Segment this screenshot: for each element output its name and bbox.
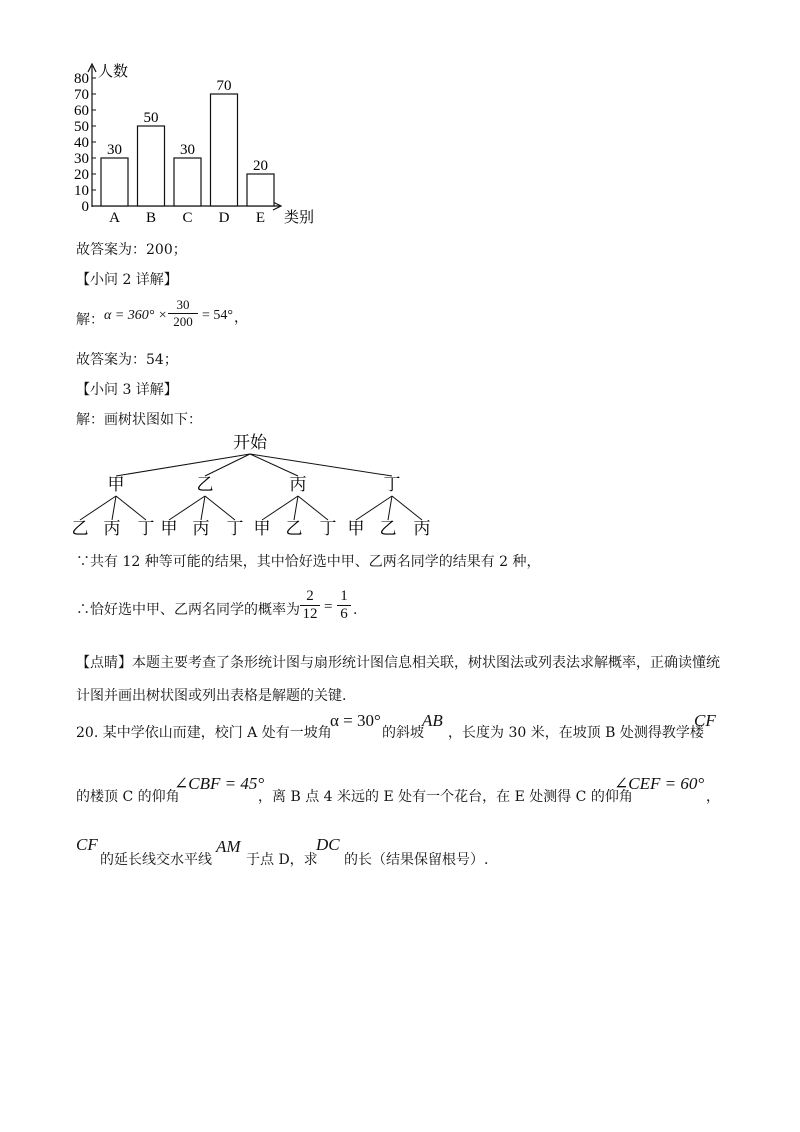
y-tick-label: 30 — [74, 151, 89, 167]
bar-chart — [0, 0, 800, 230]
tree-level1-node: 甲 — [107, 475, 125, 494]
tree-leaf-node: 甲 — [253, 519, 271, 538]
p20-cef: ∠CEF = 60° — [614, 774, 705, 793]
tree-leaf-node: 乙 — [285, 519, 303, 538]
answer-line-2: 故答案为：54； — [76, 352, 178, 368]
bar-value-label: 30 — [180, 142, 195, 158]
tree-branch — [205, 496, 235, 520]
bar — [101, 158, 128, 206]
y-tick-label: 0 — [81, 199, 89, 215]
prob-f1-den: 12 — [300, 605, 320, 623]
tree-leaf-node: 乙 — [379, 519, 397, 538]
tree-branch — [250, 454, 392, 476]
q2-formula-right: = 54° — [202, 308, 233, 323]
bar-value-label: 70 — [216, 78, 232, 94]
prob-f1-num: 2 — [306, 588, 314, 604]
p20-text-c: ，长度为 30 米，在坡顶 B 处测得教学楼 — [448, 725, 704, 741]
tree-branch — [262, 496, 298, 520]
q2-formula-left: α = 360° × — [104, 308, 168, 323]
x-tick-label: C — [182, 210, 193, 226]
x-tick-label: E — [255, 210, 266, 226]
bar — [211, 94, 238, 206]
tree-branch — [388, 496, 392, 520]
tree-leaf-node: 乙 — [71, 519, 89, 538]
comment-line-1: 【点睛】本题主要考查了条形统计图与扇形统计图信息相关联，树状图法或列表法求解概率，正确读懂统 — [76, 655, 720, 671]
tree-leaf-node: 丙 — [192, 519, 210, 538]
prob-prefix: ∴恰好选中甲、乙两名同学的概率为 — [76, 602, 300, 618]
tree-root: 开始 — [233, 433, 267, 452]
count-line: ∵共有 12 种等可能的结果，其中恰好选中甲、乙两名同学的结果有 2 种， — [76, 554, 541, 570]
tree-level1-node: 乙 — [196, 475, 214, 494]
p20-text-a: 20. 某中学依山而建，校门 A 处有一坡角 — [76, 725, 332, 741]
tree-level1-node: 丁 — [383, 475, 401, 494]
q3-header: 【小问 3 详解】 — [76, 382, 178, 398]
p20-dc: DC — [316, 835, 340, 854]
y-tick-label: 70 — [74, 87, 89, 103]
tree-branch — [116, 454, 250, 476]
p20-text-d: 的楼顶 C 的仰角 — [76, 789, 180, 805]
tree-branch — [392, 496, 422, 520]
bar — [174, 158, 201, 206]
tree-branch — [201, 496, 205, 520]
q2-frac-den: 200 — [168, 313, 198, 330]
p20-text-f: ， — [706, 789, 720, 805]
tree-leaf-node: 丁 — [319, 519, 337, 538]
p20-text-i: 的长（结果保留根号）. — [344, 852, 489, 868]
tree-leaf-node: 丁 — [226, 519, 244, 538]
tree-branch — [294, 496, 298, 520]
tree-leaf-node: 丙 — [413, 519, 431, 538]
y-tick-label: 60 — [74, 103, 89, 119]
x-tick-label: B — [145, 210, 157, 226]
prob-f2-den: 6 — [337, 605, 351, 623]
tree-branch — [112, 496, 116, 520]
tree-leaf-node: 丁 — [137, 519, 155, 538]
q2-comma: ， — [234, 310, 248, 326]
prob-fraction-1 — [300, 588, 320, 623]
prob-eq: = — [324, 599, 333, 615]
y-axis-label: 人数 — [98, 64, 129, 80]
q2-header: 【小问 2 详解】 — [76, 272, 178, 288]
prob-fraction-2 — [337, 588, 351, 623]
tree-diagram — [0, 430, 800, 550]
bar-value-label: 20 — [253, 158, 268, 174]
tree-leaf-node: 丙 — [103, 519, 121, 538]
tree-level1-node: 丙 — [289, 475, 307, 494]
tree-branch — [356, 496, 392, 520]
p20-cf-2: CF — [76, 835, 98, 854]
x-axis-label: 类别 — [284, 210, 315, 226]
y-tick-label: 40 — [74, 135, 89, 151]
p20-am: AM — [216, 837, 241, 856]
p20-ab: AB — [422, 711, 443, 730]
bar — [247, 174, 274, 206]
bar — [138, 126, 165, 206]
p20-text-h: 于点 D，求 — [246, 852, 318, 868]
prob-end: . — [353, 602, 358, 618]
p20-text-b: 的斜坡 — [382, 725, 424, 741]
q3-intro: 解：画树状图如下： — [76, 412, 202, 428]
tree-branch — [116, 496, 146, 520]
p20-cf-1: CF — [694, 711, 716, 730]
y-tick-label: 20 — [74, 167, 89, 183]
tree-branch — [80, 496, 116, 520]
q2-fraction — [168, 297, 198, 330]
p20-cbf: ∠CBF = 45° — [174, 774, 265, 793]
tree-branch — [298, 496, 328, 520]
answer-line-1: 故答案为：200； — [76, 242, 187, 258]
p20-alpha: α = 30° — [330, 711, 381, 730]
p20-text-g: 的延长线交水平线 — [100, 852, 212, 868]
p20-text-e: ，离 B 点 4 米远的 E 处有一个花台，在 E 处测得 C 的仰角 — [258, 789, 633, 805]
y-tick-label: 50 — [74, 119, 89, 135]
x-tick-label: D — [218, 210, 230, 226]
bar-value-label: 50 — [143, 110, 159, 126]
q2-prefix: 解： — [76, 312, 104, 328]
tree-leaf-node: 甲 — [160, 519, 178, 538]
prob-f2-num: 1 — [340, 588, 348, 604]
x-tick-label: A — [109, 210, 120, 226]
tree-leaf-node: 甲 — [347, 519, 365, 538]
q2-frac-num: 30 — [176, 297, 190, 312]
y-tick-label: 80 — [74, 71, 89, 87]
y-tick-label: 10 — [74, 183, 89, 199]
bar-value-label: 30 — [107, 142, 122, 158]
comment-line-2: 计图并画出树状图或列出表格是解题的关键. — [76, 688, 347, 704]
tree-branch — [169, 496, 205, 520]
